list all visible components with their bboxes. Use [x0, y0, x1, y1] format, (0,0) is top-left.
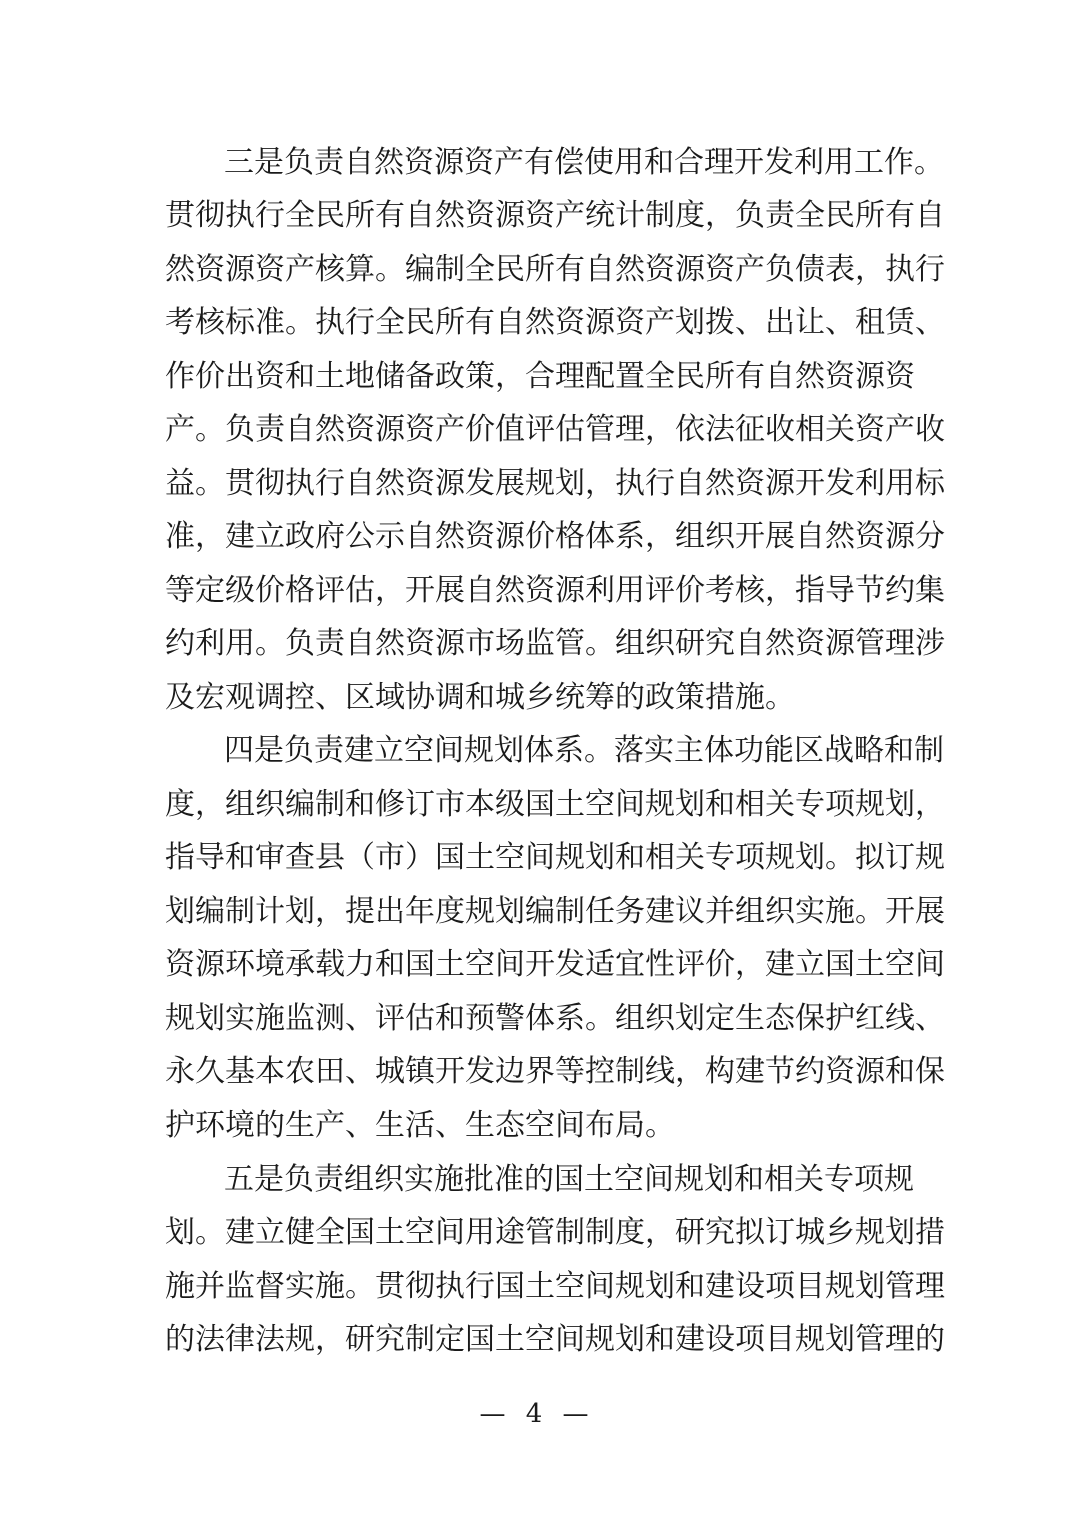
text-line: 的法律法规，研究制定国土空间规划和建设项目规划管理的	[165, 1322, 945, 1357]
text-line: 护环境的生产、生活、生态空间布局。	[165, 1108, 675, 1143]
page-number: — 4 —	[479, 1399, 595, 1429]
text-line: 作价出资和土地储备政策，合理配置全民所有自然资源资	[165, 359, 915, 394]
text-line: 划。建立健全国土空间用途管制制度，研究拟订城乡规划措	[165, 1215, 945, 1250]
text-line: 五是负责组织实施批准的国土空间规划和相关专项规	[224, 1162, 914, 1197]
text-line: 施并监督实施。贯彻执行国土空间规划和建设项目规划管理	[165, 1269, 945, 1304]
text-line: 资源环境承载力和国土空间开发适宜性评价，建立国土空间	[165, 947, 945, 982]
text-line: 准，建立政府公示自然资源价格体系，组织开展自然资源分	[165, 519, 945, 554]
text-line: 产。负责自然资源资产价值评估管理，依法征收相关资产收	[165, 412, 945, 447]
text-line: 约利用。负责自然资源市场监管。组织研究自然资源管理涉	[165, 626, 945, 661]
text-line: 等定级价格评估，开展自然资源利用评价考核，指导节约集	[165, 573, 945, 608]
text-line: 及宏观调控、区域协调和城乡统筹的政策措施。	[165, 680, 795, 715]
text-line: 贯彻执行全民所有自然资源资产统计制度，负责全民所有自	[165, 198, 945, 233]
text-line: 三是负责自然资源资产有偿使用和合理开发利用工作。	[224, 145, 944, 180]
text-line: 指导和审查县（市）国土空间规划和相关专项规划。拟订规	[165, 840, 945, 875]
text-line: 益。贯彻执行自然资源发展规划，执行自然资源开发利用标	[165, 466, 945, 501]
text-line: 规划实施监测、评估和预警体系。组织划定生态保护红线、	[165, 1001, 945, 1036]
text-line: 划编制计划，提出年度规划编制任务建议并组织实施。开展	[165, 894, 945, 929]
text-line: 然资源资产核算。编制全民所有自然资源资产负债表，执行	[165, 252, 945, 287]
text-line: 度，组织编制和修订市本级国土空间规划和相关专项规划，	[165, 787, 945, 822]
text-line: 永久基本农田、城镇开发边界等控制线，构建节约资源和保	[165, 1054, 945, 1089]
text-line: 四是负责建立空间规划体系。落实主体功能区战略和制	[224, 733, 944, 768]
text-line: 考核标准。执行全民所有自然资源资产划拨、出让、租赁、	[165, 305, 945, 340]
